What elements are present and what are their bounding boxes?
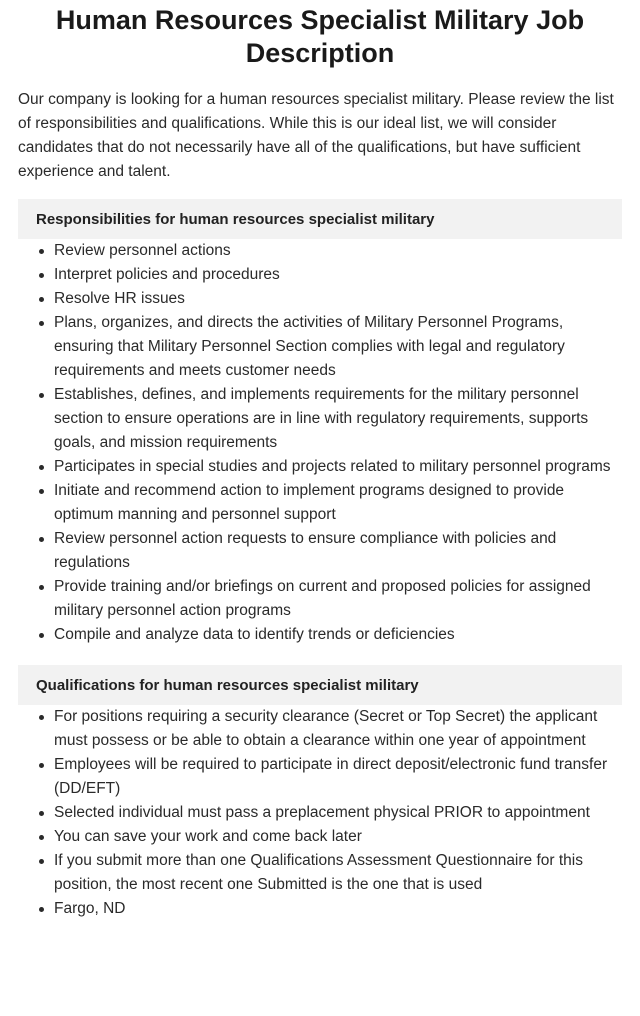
list-item: Selected individual must pass a preplacement physical PRIOR to appointment (18, 801, 622, 825)
list-item: Review personnel actions (18, 239, 622, 263)
list-item: Resolve HR issues (18, 287, 622, 311)
list-item: If you submit more than one Qualifications Assessment Questionnaire for this position, the most recent one Submitted is the one that is used (18, 849, 622, 897)
qualifications-list (18, 705, 622, 921)
list-item: For positions requiring a security clearance (Secret or Top Secret) the applicant must possess or be able to obtain a clearance within one year of appointment (18, 705, 622, 753)
intro-paragraph: Our company is looking for a human resources specialist military. Please review the list of responsibilities and qualifications. While this is our ideal list, we will consider candidates that do not necessarily have all of the qualifications, but have sufficient experience and talent. (18, 91, 614, 180)
list-item: Establishes, defines, and implements requirements for the military personnel section to ensure operations are in line with regulatory requirements, supports goals, and mission requirements (18, 383, 622, 455)
list-item: Provide training and/or briefings on current and proposed policies for assigned military personnel action programs (18, 575, 622, 623)
list-item: Interpret policies and procedures (18, 263, 622, 287)
responsibilities-heading: Responsibilities for human resources specialist military (18, 199, 622, 239)
list-item: Fargo, ND (18, 897, 622, 921)
list-item: Compile and analyze data to identify trends or deficiencies (18, 623, 622, 647)
qualifications-heading: Qualifications for human resources specialist military (18, 665, 622, 705)
responsibilities-list (18, 239, 622, 647)
list-item: Review personnel action requests to ensure compliance with policies and regulations (18, 527, 622, 575)
list-item: Initiate and recommend action to implement programs designed to provide optimum manning and personnel support (18, 479, 622, 527)
list-item: You can save your work and come back later (18, 825, 622, 849)
page-title: Human Resources Specialist Military Job Description (55, 5, 585, 68)
list-item: Employees will be required to participate in direct deposit/electronic fund transfer (DD/EFT) (18, 753, 622, 801)
list-item: Plans, organizes, and directs the activities of Military Personnel Programs, ensuring that Military Personnel Section complies with legal and regulatory requirements and meets customer needs (18, 311, 622, 383)
list-item: Participates in special studies and projects related to military personnel programs (18, 455, 622, 479)
